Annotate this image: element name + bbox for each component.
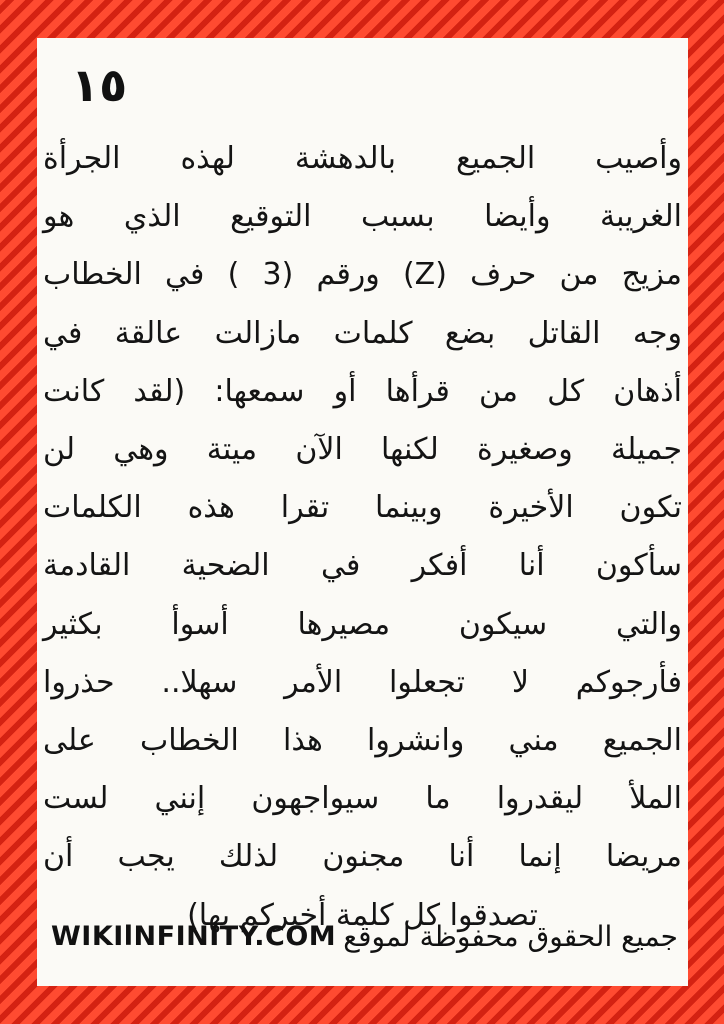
text-line: تصدقوا كل كلمة أخبركم بها) bbox=[187, 897, 538, 933]
text-line: وجه القاتل بضع كلمات مازالت عالقة في bbox=[43, 315, 682, 351]
text-line: تكون الأخيرة وبينما تقرا هذه الكلمات bbox=[43, 490, 682, 526]
text-line: سأكون أنا أفكر في الضحية القادمة bbox=[43, 548, 682, 584]
rights-notice: جميع الحقوق محفوظة لموقع bbox=[343, 920, 678, 953]
text-line: وأصيب الجميع بالدهشة لهذه الجرأة bbox=[43, 141, 682, 176]
text-line: مزيج من حرف (Z) ورقم (3 ) في الخطاب bbox=[43, 257, 682, 293]
text-line: الملأ ليقدروا ما سيواجهون إنني لست bbox=[43, 781, 682, 817]
text-line: فأرجوكم لا تجعلوا الأمر سهلا.. حذروا bbox=[43, 664, 682, 700]
text-line: أذهان كل من قرأها أو سمعها: (لقد كانت bbox=[43, 373, 682, 409]
site-watermark: WIKIlNFINITY.COM bbox=[51, 921, 337, 952]
text-line: الغريبة وأيضا بسبب التوقيع الذي هو bbox=[43, 199, 682, 235]
page-sheet bbox=[37, 38, 688, 986]
text-line: مريضا إنما أنا مجنون لذلك يجب أن bbox=[43, 839, 682, 875]
body-text bbox=[43, 130, 682, 945]
footer bbox=[51, 920, 678, 953]
text-line: الجميع مني وانشروا هذا الخطاب على bbox=[43, 723, 682, 759]
text-line: والتي سيكون مصيرها أسوأ بكثير bbox=[43, 606, 682, 642]
text-line: جميلة وصغيرة لكنها الآن ميتة وهي لن bbox=[43, 432, 682, 468]
page-number: ١٥ bbox=[71, 58, 128, 112]
